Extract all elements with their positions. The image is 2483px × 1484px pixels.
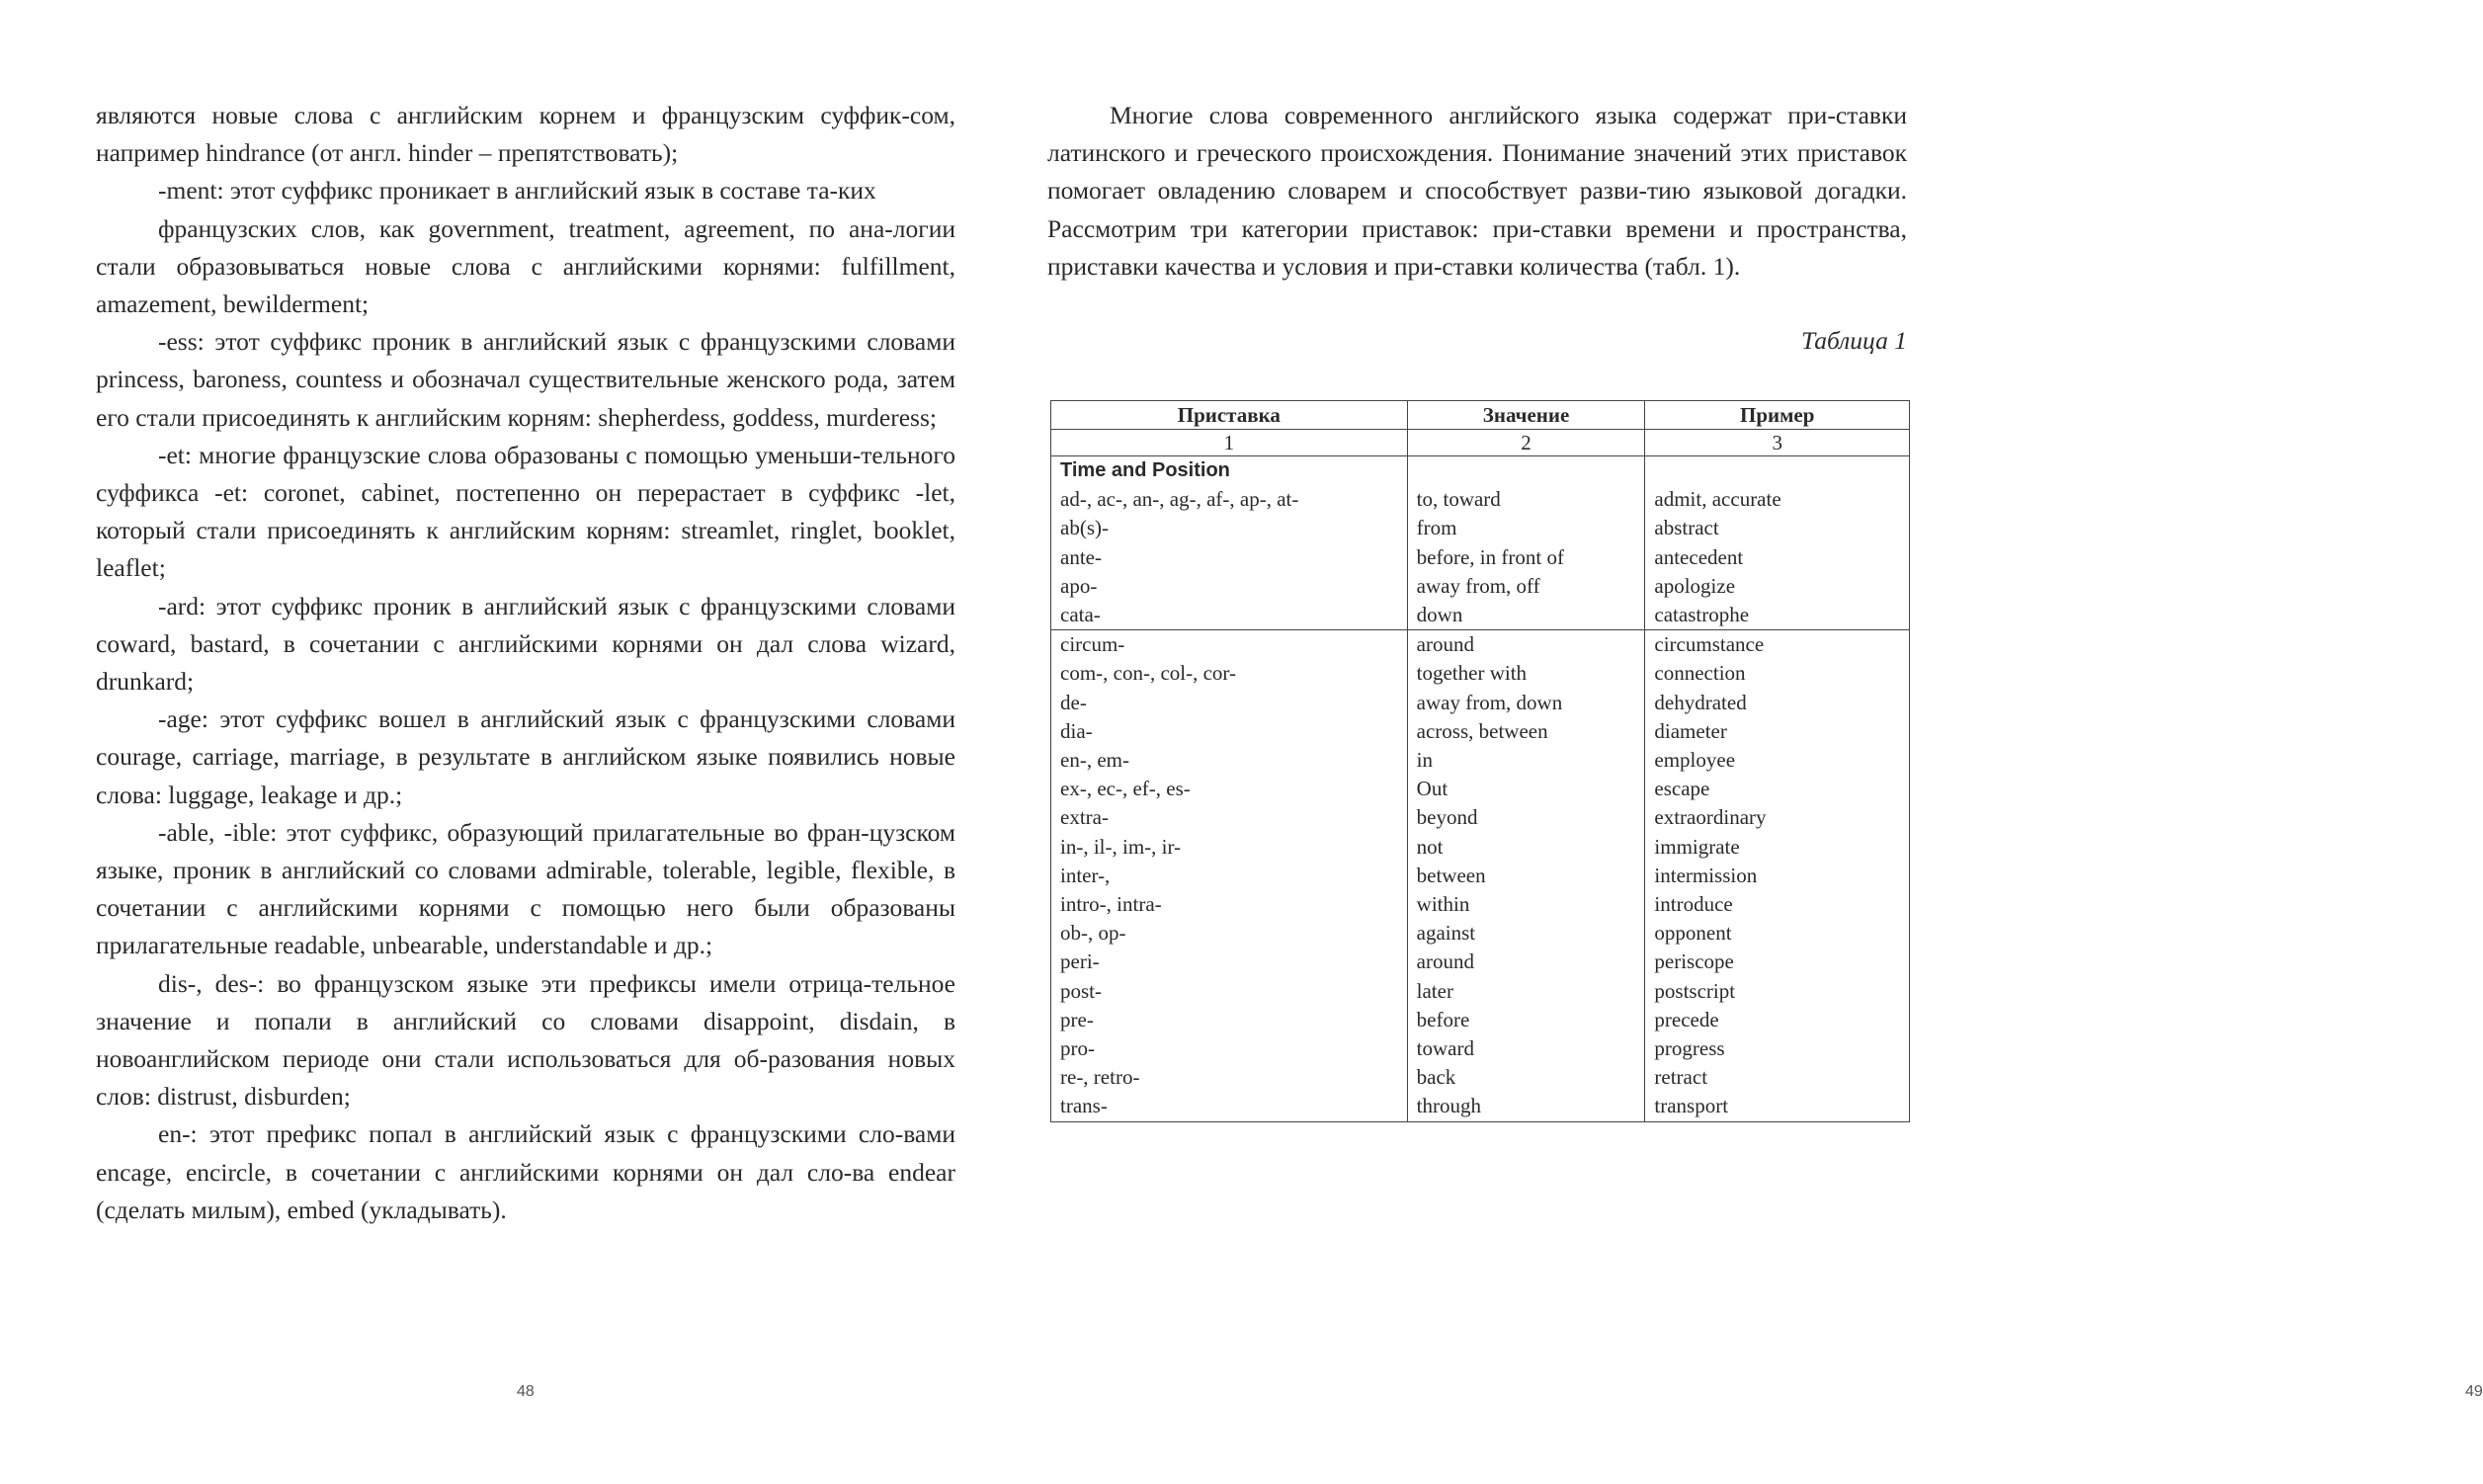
meaning-item: away from, down (1416, 690, 1563, 714)
prefix-item: peri- (1060, 949, 1100, 974)
right-page-text (1047, 97, 1907, 286)
example-item: apologize (1654, 573, 1736, 598)
prefix-item: ante- (1060, 544, 1102, 569)
meaning-item: against (1416, 921, 1476, 946)
intro-paragraph: Многие слова современного английского языка содержат при-ставки латинского и греческого происхождения. Понимание значений этих приставок помогает овладению словарем и способствует разви-тию языковой догадки. Рассмотрим три категории приставок: при-ставки времени и пространства, приставки качества и условия и при-ставки количества (табл. 1). (1047, 101, 1907, 281)
example-item: progress (1654, 1036, 1725, 1061)
table-header-row (1051, 401, 1910, 430)
category-title: Time and Position (1060, 459, 1230, 481)
paragraph: en-: этот префикс попал в английский язык с французскими сло-вами encage, encircle, в сочетании с английскими корнями он дал сло-ва endear (сделать милым), embed (укладывать). (96, 1119, 955, 1224)
prefix-item: circum- (1060, 632, 1125, 657)
meaning-item: to, toward (1416, 487, 1501, 512)
meaning-item: back (1416, 1065, 1456, 1090)
meaning-cell (1407, 630, 1645, 1121)
page-number-left: 48 (517, 1383, 535, 1400)
meaning-item: together with (1416, 661, 1528, 686)
example-item: precede (1654, 1007, 1719, 1031)
example-item: intermission (1654, 863, 1758, 887)
paragraph: -et: многие французские слова образованы с помощью уменьши-тельного суффикса -et: coronet, cabinet, постепенно он перерастает в суффикс -let, который стали присоединять к английским корням: streamlet, ringlet, booklet, leaflet; (96, 440, 955, 583)
paragraph: -ment: этот суффикс проникает в английский язык в составе та-ких (158, 176, 876, 206)
prefix-item: cata- (1060, 603, 1101, 627)
prefix-item: ex-, ec-, ef-, es- (1060, 777, 1191, 801)
example-item: immigrate (1654, 834, 1740, 859)
header-prefix: Приставка (1051, 401, 1408, 430)
page-number-right: 49 (2465, 1383, 2483, 1400)
prefix-item: com-, con-, col-, cor- (1060, 661, 1236, 686)
meaning-item: across, between (1416, 718, 1548, 743)
prefix-cell (1051, 630, 1408, 1121)
example-cell (1645, 630, 1910, 1121)
example-item: transport (1654, 1094, 1729, 1118)
prefix-item: apo- (1060, 573, 1098, 598)
example-item: circumstance (1654, 632, 1765, 657)
prefix-item: dia- (1060, 718, 1093, 743)
left-page (0, 0, 988, 1484)
prefix-item: intro-, intra- (1060, 892, 1162, 917)
example-item: retract (1654, 1065, 1708, 1090)
paragraph: -able, -ible: этот суффикс, образующий прилагательные во фран-цузском языке, проник в английский со словами admirable, tolerable, legible, flexible, в сочетании с английскими корнями с помощью него были образованы прилагательные readable, unbearable, understandable и др.; (96, 817, 955, 960)
meaning-item: around (1416, 632, 1474, 657)
paragraph: -ard: этот суффикс проник в английский язык с французскими словами coward, bastard, в сочетании с английскими корнями он дал слова wizard, drunkard; (96, 591, 955, 697)
prefix-item: en-, em- (1060, 748, 1129, 773)
left-page-text (96, 97, 955, 1229)
example-item: postscript (1654, 978, 1736, 1003)
example-cell (1645, 456, 1910, 630)
example-item: escape (1654, 777, 1710, 801)
meaning-item: before, in front of (1416, 544, 1564, 569)
example-item: diameter (1654, 718, 1727, 743)
table-caption: Таблица 1 (1800, 326, 1907, 355)
example-item: extraordinary (1654, 805, 1767, 830)
meaning-item: not (1416, 834, 1444, 859)
meaning-item: beyond (1416, 805, 1478, 830)
column-number-row (1051, 430, 1910, 456)
paragraph: -age: этот суффикс вошел в английский язык с французскими словами courage, carriage, marriage, в результате в английском языке появились новые слова: luggage, leakage и др.; (96, 704, 955, 809)
table-row (1051, 630, 1910, 1121)
meaning-item: through (1416, 1094, 1481, 1118)
prefix-item: inter-, (1060, 863, 1111, 887)
meaning-item: before (1416, 1007, 1470, 1031)
example-item: opponent (1654, 921, 1732, 946)
table-row (1051, 456, 1910, 630)
prefix-item: ob-, op- (1060, 921, 1126, 946)
prefix-item: pre- (1060, 1007, 1094, 1031)
example-item: periscope (1654, 949, 1734, 974)
meaning-item: around (1416, 949, 1474, 974)
prefix-table (1050, 400, 1910, 1122)
paragraph: являются новые слова с английским корнем и французским суффик-сом, например hindrance (от англ. hinder – препятствовать); (96, 101, 955, 168)
column-number: 1 (1051, 430, 1408, 456)
meaning-item: within (1416, 892, 1470, 917)
example-item: introduce (1654, 892, 1733, 917)
meaning-item: Out (1416, 777, 1448, 801)
prefix-item: in-, il-, im-, ir- (1060, 834, 1182, 859)
column-number: 2 (1407, 430, 1645, 456)
paragraph: dis-, des-: во французском языке эти префиксы имели отрица-тельное значение и попали в английский со словами disappoint, disdain, в новоанглийском периоде они стали использоваться для об-разования новых слов: distrust, disburden; (96, 968, 955, 1112)
example-item: connection (1654, 661, 1746, 686)
meaning-item: down (1416, 603, 1463, 627)
column-number: 3 (1645, 430, 1910, 456)
meaning-item: between (1416, 863, 1486, 887)
prefix-item: re-, retro- (1060, 1065, 1140, 1090)
prefix-item: ab(s)- (1060, 516, 1109, 540)
paragraph: -ess: этот суффикс проник в английский язык с французскими словами princess, baroness, countess и обозначал существительные женского рода, затем его стали присоединять к английским корням: shepherdess, goddess, murderess; (96, 327, 955, 432)
prefix-item: extra- (1060, 805, 1109, 830)
example-item: admit, accurate (1654, 487, 1781, 512)
prefix-item: pro- (1060, 1036, 1095, 1061)
example-item: employee (1654, 748, 1736, 773)
example-item: dehydrated (1654, 690, 1747, 714)
prefix-item: post- (1060, 978, 1102, 1003)
prefix-item: ad-, ac-, an-, ag-, af-, ap-, at- (1060, 487, 1299, 512)
example-item: antecedent (1654, 544, 1744, 569)
example-item: abstract (1654, 516, 1719, 540)
paragraph: французских слов, как government, treatment, agreement, по ана-логии стали образовываться новые слова с английскими корнями: fulfillment, amazement, bewilderment; (96, 213, 955, 319)
header-meaning: Значение (1407, 401, 1645, 430)
prefix-item: de- (1060, 690, 1087, 714)
prefix-cell (1051, 456, 1408, 630)
meaning-item: away from, off (1416, 573, 1540, 598)
example-item: catastrophe (1654, 603, 1750, 627)
meaning-item: toward (1416, 1036, 1474, 1061)
header-example: Пример (1645, 401, 1910, 430)
meaning-item: later (1416, 978, 1453, 1003)
meaning-item: from (1416, 516, 1457, 540)
meaning-item: in (1416, 748, 1433, 773)
prefix-item: trans- (1060, 1094, 1108, 1118)
meaning-cell (1407, 456, 1645, 630)
